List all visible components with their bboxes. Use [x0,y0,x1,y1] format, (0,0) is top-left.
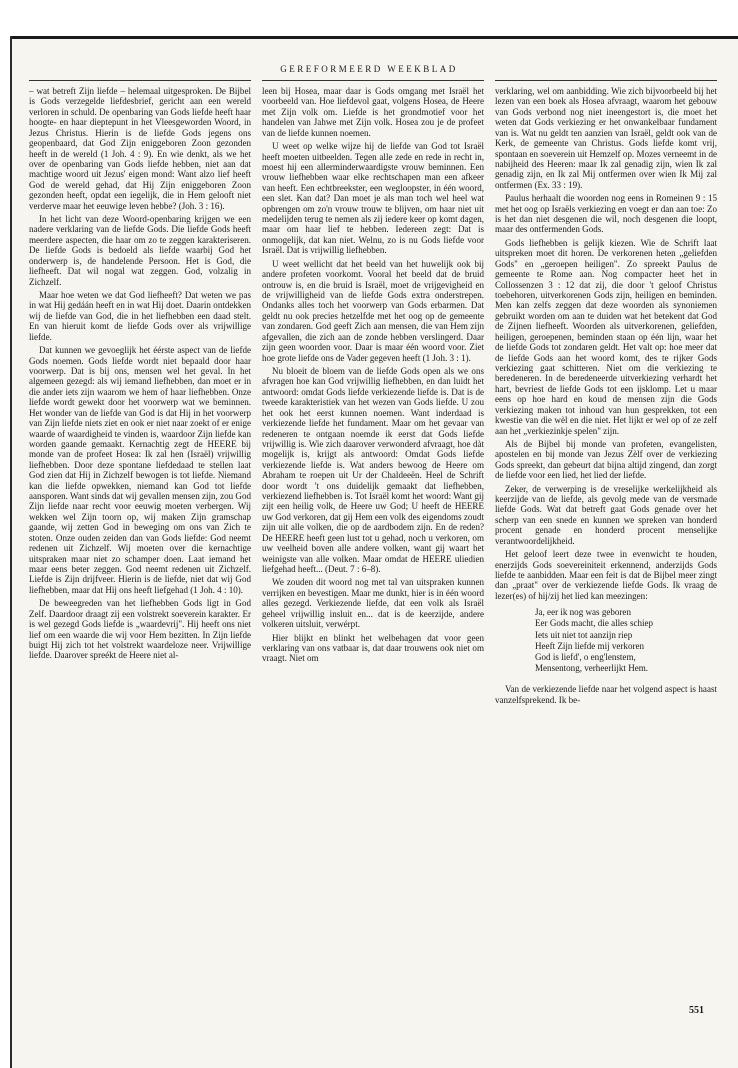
header-rule-middle [262,80,484,81]
paragraph: Paulus herhaalt die woorden nog eens in Romeinen 9 : 15 met het oog op Israëls verkiezing en voegt er dan aan toe: Zo is het dan niet desgenen die wil, noch desgenen die loopt, maar des ontfermenden Gods. [495,193,717,235]
paragraph: Maar hoe weten we dat God liefheeft? Dat weten we pas in wat Hij gedáán heeft en in wat Hij doet. Daarin ontdekken wij de liefde van God, die in het liefhebben een daad stelt. En van hieruit komt de liefde Gods over als vrijwillige liefde. [29,290,251,342]
poem-line: Mensentong, verheerlijkt Hem. [535,663,649,674]
column-1 [29,86,251,966]
paragraph: In het licht van deze Woord-openbaring krijgen we een nadere verklaring van de liefde Gods. Die liefde Gods heeft meerdere aspecten, die haar om zo te zeggen karakteriseren. De liefde Gods is bedoeld als liefde waarbij God het onderwerp is, de handelende Persoon. Het is God, die liefheeft. Dat wil nogal wat zeggen. God, volzalig in Zichzelf. [29,214,251,287]
header-rule-left [29,80,251,81]
poem-line: Iets uit niet tot aanzijn riep [535,629,633,640]
paragraph: Als de Bijbel bij monde van profeten, evangelisten, apostelen en bij monde van Jezus Zèlf over de verkiezing Gods spreekt, dan gebeurt dat bijna altijd zingend, dan zorgt de liefde voor een lied, het lied der liefde. [495,438,717,481]
column-3 [495,86,717,966]
paragraph: Het geloof leert deze twee in evenwicht te houden, enerzijds Gods soevereiniteit erkennend, anderzijds Gods liefde te aanbidden. Maar een feit is dat de Bijbel meer zingt dan „praat" over de verkiezende liefde Gods. Ik vraag de lezer(es) of hij/zij het lied kan meezingen: [495,549,717,601]
paragraph: U weet op welke wijze hij de liefde van God tot Israël heeft moeten uitbeelden. Tegen alle zede en rede in recht in, moest hij een allerminderwaardigste vrouw beminnen. Een vrouw liefhebben waar elke rechtschapen man een afkeer van heeft. Een echtbreekster, een wegloopster, in één woord, een slet. Kan dat? Dan moet je als man toch wel heel wat opbrengen om zo'n vrouw trouw te blijven, om haar niet uit medelijden terug te nemen als zij iedere keer op komt dagen, maar om haar lief te hebben. Iedereen zegt: Dat is onmogelijk, dat kan niet. Welnu, zo is nu Gods liefde voor Israël. Dat is vrijwillig liefhebben. [262,141,484,256]
poem-line: Ja, eer ik nog was geboren [535,607,631,618]
left-border [10,36,12,1068]
paragraph: Gods liefhebben is gelijk kiezen. Wie de Schrift laat uitspreken moet dit horen. De verkorenen heten „geliefden Gods" en „geroepen heiligen". Zo spreekt Paulus de gemeente te Rome aan. Nog compacter heet het in Collossenzen 3 : 12 dat zij, die door 't geloof Christus toebehoren, uitverkorenen Gods zijn, heiligen en beminden. Men kan zelfs zeggen dat deze woorden als synoniemen gebruikt worden om aan te duiden wat het betekent dat God de Zijnen liefheeft. Woorden als uitverkorenen, geliefden, heiligen, geroepenen, beminden staan op één lijn, waar het de liefde Gods tot zondaren geldt. Het valt op: hoe meer dat de liefde Gods aan het woord komt, des te rijker Gods verkiezing gaat schitteren. Niet om die verkiezing te beredeneren. In de beredeneerde uitverkiezing verhardt het hart, bevriest de liefde Gods tot een ijsklomp. Let u maar eens op hoe hard en koud de mensen zijn die Gods verkiezing maken tot inhoud van hun gesprekken, tot een kwestie van die wèl en die niet. Het lijkt er wel op of ze zelf aan het „verkiezinkje spelen" zijn. [495,237,717,436]
paragraph: Zeker, de verwerping is de vreselijke werkelijkheid als keerzijde van de liefde, als gevolg mede van de versmade liefde Gods. Wat dat betreft gaat Gods genade over het scherp van een snede en kunnen we spreken van honderd procent genade en honderd procent menselijke verantwoordelijkheid. [495,483,717,546]
paragraph: Nu bloeit de bloem van de liefde Gods open als we ons afvragen hoe kan God vrijwillig liefhebben, en dan luidt het antwoord: omdat Gods liefde verkiezende liefde is. Dat is de tweede karakteristiek van het wezen van Gods liefde. U zou het ook het eerst kunnen noemen. Want inderdaad is verkiezende liefde het fundament. Maar om het gevaar van redeneren te ontgaan noemde ik eerst dat Gods liefde vrijwillig is. Wie zich daarover verwonderd afvraagt, hoe dàt mogelijk is, krijgt als antwoord: Omdat Gods liefde verkiezende liefde is. Wat anders bewoog de Heere om Abraham te roepen uit Ur der Chaldeeën. Heel de Schrift door wordt 't ons duidelijk gemaakt dat liefhebben, verkiezend liefhebben is. Tot Israël komt het woord: Want gij zijt een heilig volk, de Heere uw God; U heeft de HEERE uw God verkoren, dat gij Hem een volk des eigendoms zoudt zijn uit alle volken, die op de aardbodem zijn. En de reden? De HEERE heeft geen lust tot u gehad, noch u verkoren, om uw veelheid boven alle andere volken, want gij waart het weinigste van alle volken. Maar omdat de HEERE uliedien liefgehad heeft... (Deut. 7 : 6–8). [262,365,484,574]
page-number: 551 [689,1005,704,1016]
poem [535,607,717,674]
poem-line: Heeft Zijn liefde mij verkoren [535,640,645,651]
running-header: GEREFORMEERD WEEKBLAD [280,64,458,74]
paragraph: – wat betreft Zijn liefde – helemaal uitgesproken. De Bijbel is Gods verzegelde liefdesbrief, gericht aan een wereld verloren in schuld. De openbaring van Gods liefde heeft haar hoogte- en haar dieptepunt in het Vleesgeworden Woord, in Jezus Christus. Hierin is de liefde Gods jegens ons geopenbaard, dat God Zijn eniggeboren Zoon gezonden heeft in de wereld (1 Joh. 4 : 9). En wie denkt, als we het over de openbaring van Gods liefde hebben, niet aan dat machtige woord uit Jezus' eigen mond: Want alzo lief heeft God de wereld gehad, dat Hij Zijn eniggeboren Zoon gezonden heeft, opdat een iegelijk, die in Hem gelooft niet verderve maar het eeuwige leven hebbe? (Joh. 3 : 16). [29,86,251,211]
paragraph: leen bij Hosea, maar daar is Gods omgang met Israël het voorbeeld van. Hoe liefdevol gaat, volgens Hosea, de Heere met Zijn volk om. Liefde is het grondmotief voor het handelen van Jahwe met Zijn volk. Hosea zou je de profeet van de liefde kunnen noemen. [262,86,484,138]
paragraph: Hier blijkt en blinkt het welbehagen dat voor geen verklaring van ons vatbaar is, dat daar trouwens ook niet om vraagt. Niet om [262,632,484,664]
column-2 [262,86,484,966]
paragraph: verklaring, wel om aanbidding. Wie zich bijvoorbeeld bij het lezen van een boek als Hosea afvraagt, waarom het gebouw van Gods verbond nog niet ineengestort is, die moet het weten dat Gods verkiezing er het onwankelbaar fundament van is. Wat nu geldt ten aanzien van Israël, geldt ook van de Kerk, de gemeente van Christus. Gods liefde komt vrij, spontaan en soeverein uit Hemzelf op. Mozes verneemt in de nabijheid des Heeren: maar Ik zal genadig zijn, wien Ik zal genadig zijn, en Ik zal Mij ontfermen over wien Ik Mij zal ontfermen (Ex. 33 : 19). [495,86,717,190]
paragraph: We zouden dit woord nog met tal van uitspraken kunnen verrijken en bevestigen. Maar me dunkt, hier is in één woord alles gezegd. Verkiezende liefde, dat een volk als Israël geheel vrijwillig insluit en... dat is de keerzijde, andere volkeren uitsluit, verwérpt. [262,577,484,630]
paragraph: Van de verkiezende liefde naar het volgend aspect is haast vanzelfsprekend. Ik be- [495,684,717,705]
poem-line: Eer Gods macht, die alles schiep [535,618,654,629]
paragraph: Dat kunnen we gevoeglijk het éérste aspect van de liefde Gods noemen. Gods liefde wordt niet bepaald door haar voorwerp. Dat is bij ons, mensen wel het geval. In het algemeen gezegd: als wij iemand liefhebben, dan moet er in die ander iets zijn waarom we hem of haar liefhebben. Onze liefde wordt gewekt door het voorwerp wat we beminnen. Het wonder van de liefde van God is dat Hij in het voorwerp van Zijn liefde niets ziet en ook er niet naar zoekt of er enige waarde of waardigheid te vinden is, waardoor Zijn liefde kan worden gaande gemaakt. Kernachtig zegt de HEERE bij monde van de profeet Hosea: Ik zal hen (Israël) vrijwillig liefhebben. Door deze spontane liefdedaad te stellen laat God zien dat Hij in Zichzelf bewogen is tot liefde. Niemand kan die liefde opwekken, niemand kan God tot liefde aansporen. Want sinds dat wij gevallen mensen zijn, zou God Zijn liefde naar recht voor eeuwig moeten verbergen. Wij wekken wel Zijn toorn op, wij maken Zijn gramschap gaande, wij zetten God in beweging om ons van Zich te stoten. Onze ouden zeiden dan van Gods liefde: God neemt redenen uit Zichzelf. Wij moeten over die kernachtige uitspraken maar niet zo schamper doen. Laat iemand het maar eens beter zeggen. God neemt redenen uit Zichzelf. Liefde is Zijn drijfveer. Hierin is de liefde, niet dat wij God liefhebben, maar dat Hij ons heeft liefgehad (1 Joh. 4 : 10). [29,345,251,595]
paragraph: De beweegreden van het liefhebben Gods ligt in God Zelf. Daardoor draagt zij een volstrekt soeverein karakter. Er is wel gezegd Gods liefde is „waardevrij". Hij heeft ons niet lief om een waarde die wij voor Hem bezitten. In Zijn liefde buigt Hij zich tot het volstrekt waardeloze neer. Vrijwillige liefde. Daarover spreékt de Heere niet al- [29,598,251,661]
poem-line: God is liefd', o eng'lenstem, [535,652,636,663]
top-border [10,36,738,39]
header-rule-right [495,80,717,81]
paragraph: U weet wellicht dat het beeld van het huwelijk ook bij andere profeten voorkomt. Vooral het beeld dat de bruid ontrouw is, en die bruid is Israël, moet de vrijgevigheid en de vrijwilligheid van de liefde Gods extra onderstrepen. Ondanks alles toch het voorwerp van Gods erbarmen. Dat geldt nu ook precies hetzelfde met het oog op de gemeente van zondaren. God geeft Zich aan mensen, die van Hem zijn afgevallen, die zich aan de zonde hebben verslingerd. Daar zijn geen woorden voor. Daar is maar één woord voor. Ziet hoe grote liefde ons de Vader gegeven heeft (1 Joh. 3 : 1). [262,258,484,363]
